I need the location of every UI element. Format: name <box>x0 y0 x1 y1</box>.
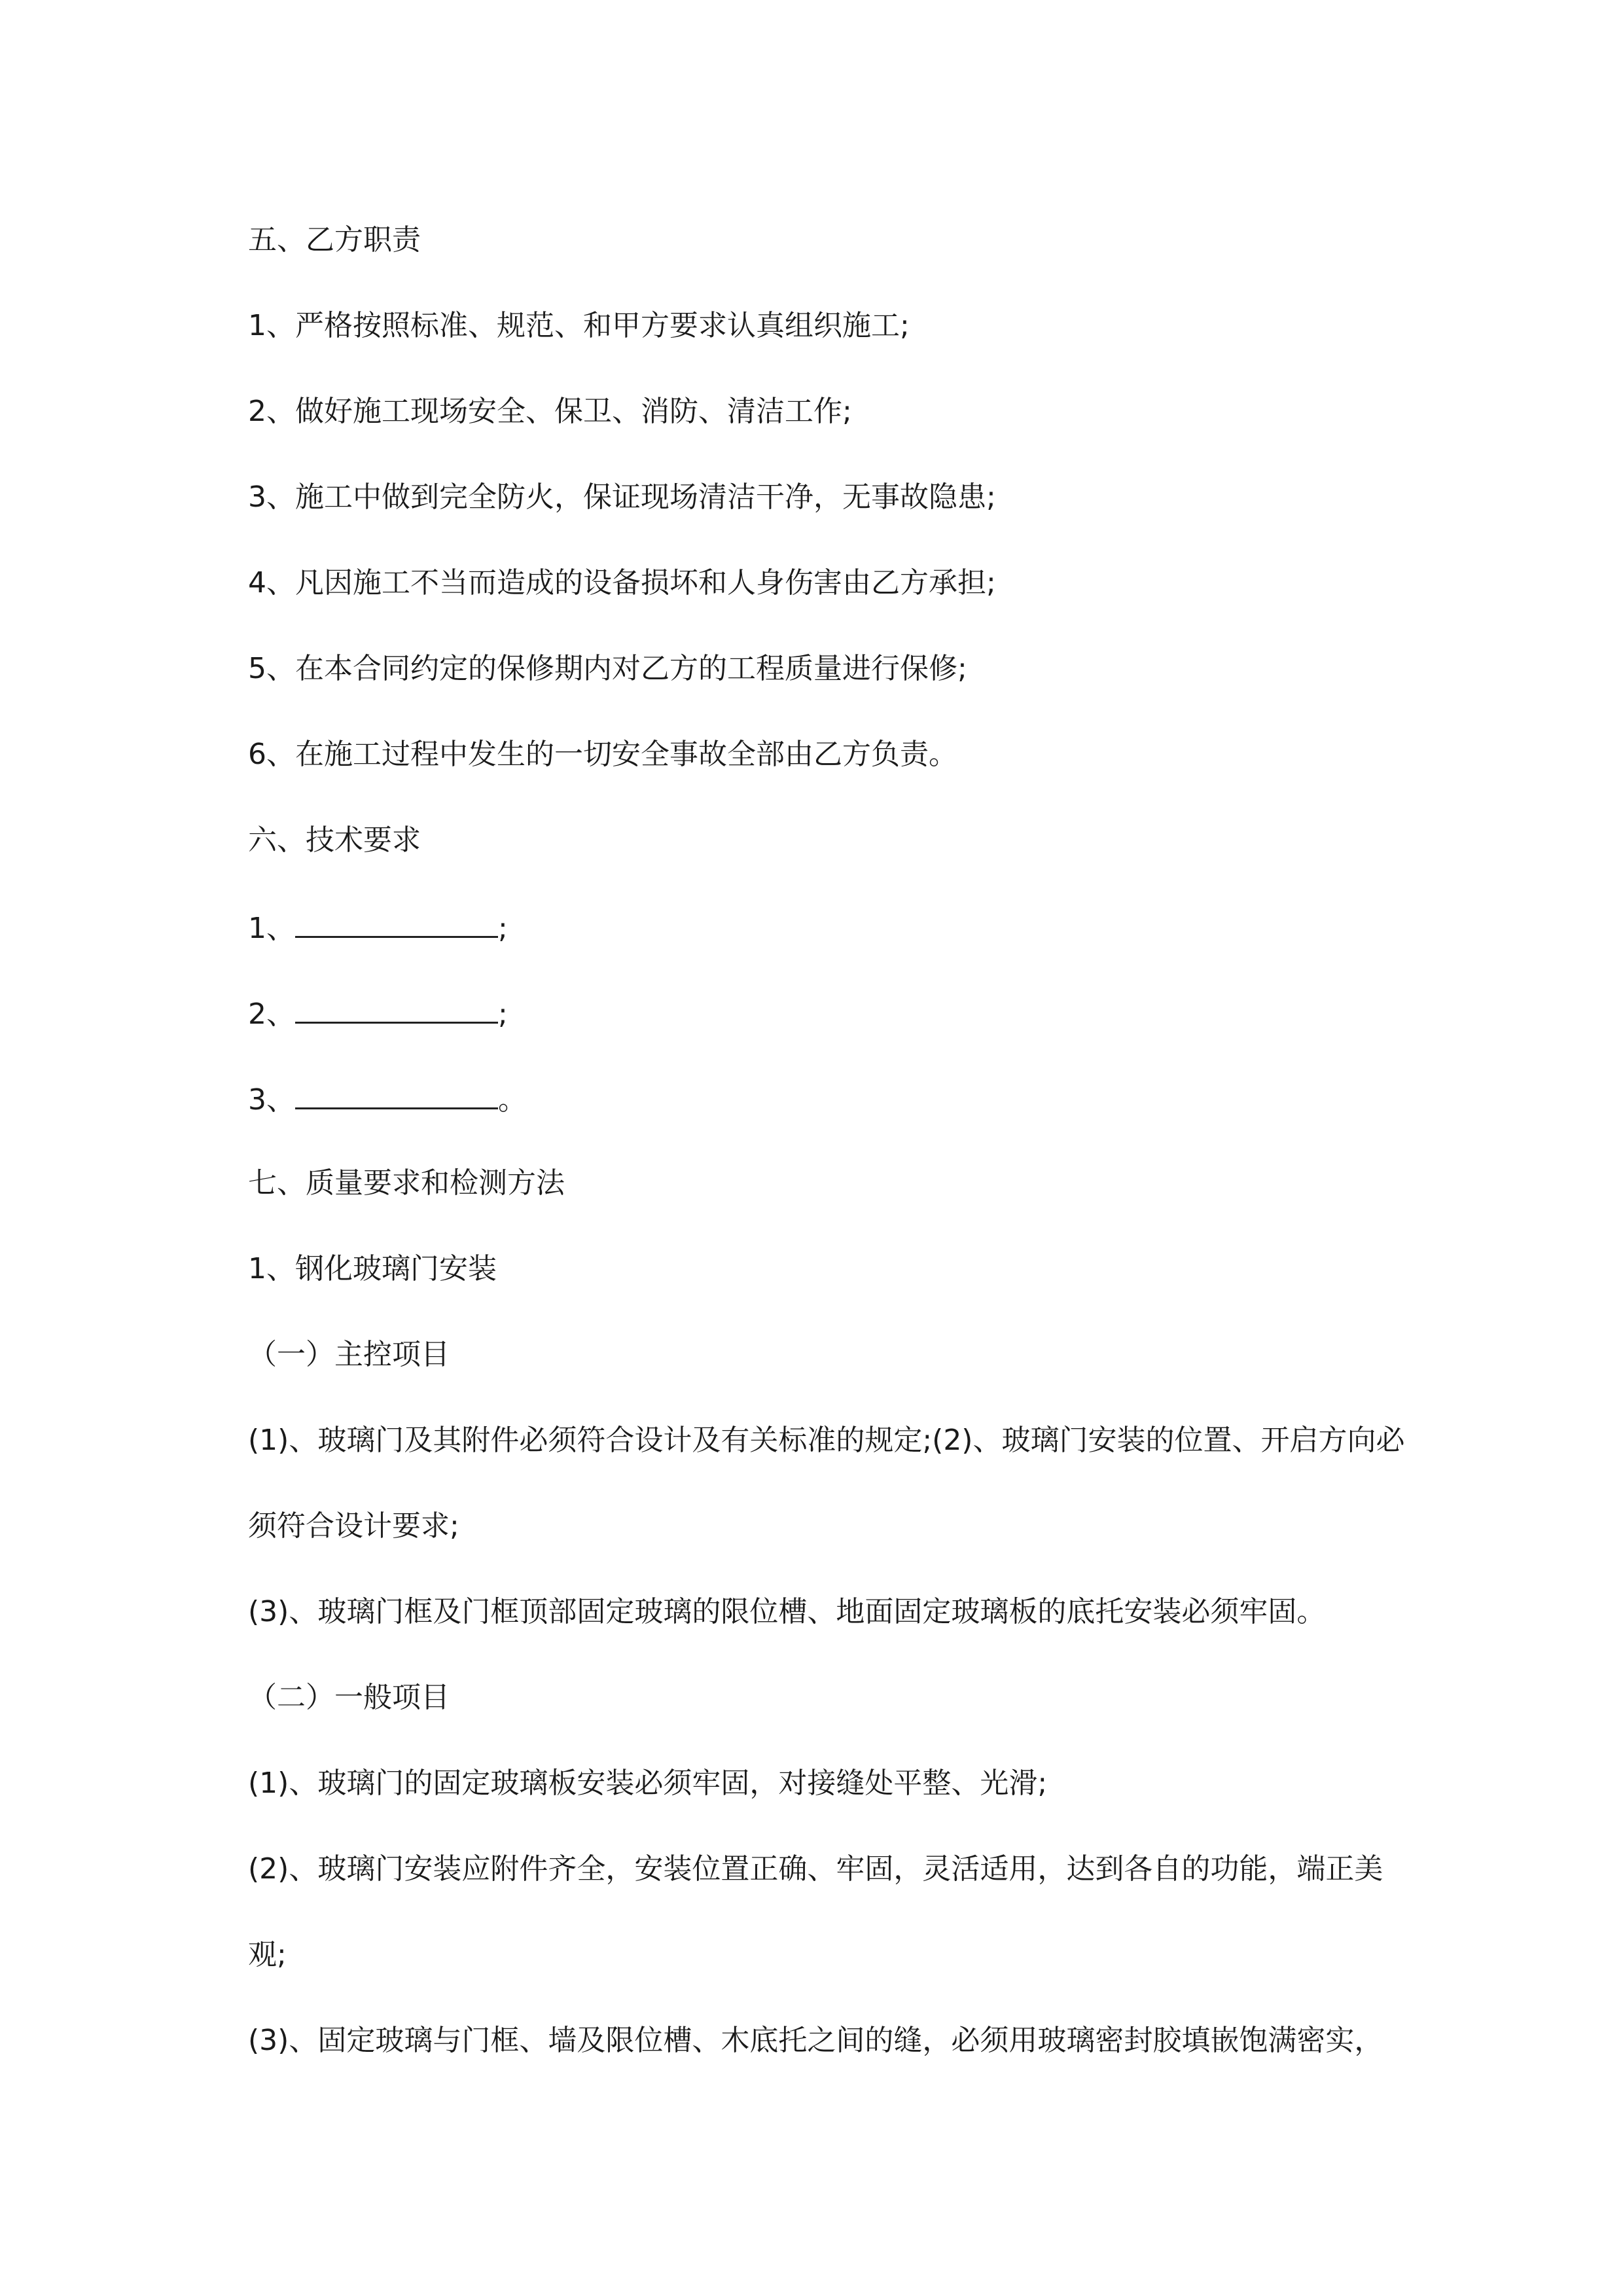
list-item: 4、凡因施工不当而造成的设备损坏和人身伤害由乙方承担; <box>248 566 996 600</box>
document-page <box>248 216 1405 2102</box>
subsection-heading: （一）主控项目 <box>248 1338 450 1371</box>
list-item: (3)、玻璃门框及门框顶部固定玻璃的限位槽、地面固定玻璃板的底托安装必须牢固。 <box>248 1595 1326 1628</box>
fill-in-blank <box>295 1073 498 1109</box>
fill-in-blank <box>295 902 498 938</box>
item-number: 3、 <box>248 1083 295 1117</box>
item-number: 2、 <box>248 997 295 1031</box>
item-end: ; <box>498 912 508 945</box>
list-item: 须符合设计要求; <box>248 1509 459 1543</box>
list-item: 观; <box>248 1938 287 1971</box>
list-item: 2、做好施工现场安全、保卫、消防、清洁工作; <box>248 395 852 428</box>
item-end: 。 <box>498 1083 527 1117</box>
section-heading: 五、乙方职责 <box>248 223 421 257</box>
blank-item <box>248 902 1400 988</box>
list-item: (1)、玻璃门及其附件必须符合设计及有关标准的规定;(2)、玻璃门安装的位置、开启方向必 <box>248 1424 1405 1457</box>
list-item: (2)、玻璃门安装应附件齐全，安装位置正确、牢固，灵活适用，达到各自的功能，端正美 <box>248 1852 1383 1886</box>
section-heading: 六、技术要求 <box>248 823 421 857</box>
fill-in-blank <box>295 988 498 1024</box>
list-item: 3、施工中做到完全防火，保证现场清洁干净，无事故隐患; <box>248 480 996 514</box>
blank-item <box>248 1073 1400 1159</box>
list-item: (3)、固定玻璃与门框、墙及限位槽、木底托之间的缝，必须用玻璃密封胶填嵌饱满密实， <box>248 2024 1383 2057</box>
blank-item <box>248 988 1400 1073</box>
subsection-heading: （二）一般项目 <box>248 1681 450 1714</box>
section-heading: 七、质量要求和检测方法 <box>248 1166 565 1200</box>
list-item: 5、在本合同约定的保修期内对乙方的工程质量进行保修; <box>248 652 967 685</box>
list-item: 6、在施工过程中发生的一切安全事故全部由乙方负责。 <box>248 738 957 771</box>
item-number: 1、 <box>248 912 295 945</box>
list-item: 1、严格按照标准、规范、和甲方要求认真组织施工; <box>248 309 910 342</box>
subsection-heading: 1、钢化玻璃门安装 <box>248 1252 497 1285</box>
list-item: (1)、玻璃门的固定玻璃板安装必须牢固，对接缝处平整、光滑; <box>248 1767 1048 1800</box>
item-end: ; <box>498 997 508 1031</box>
